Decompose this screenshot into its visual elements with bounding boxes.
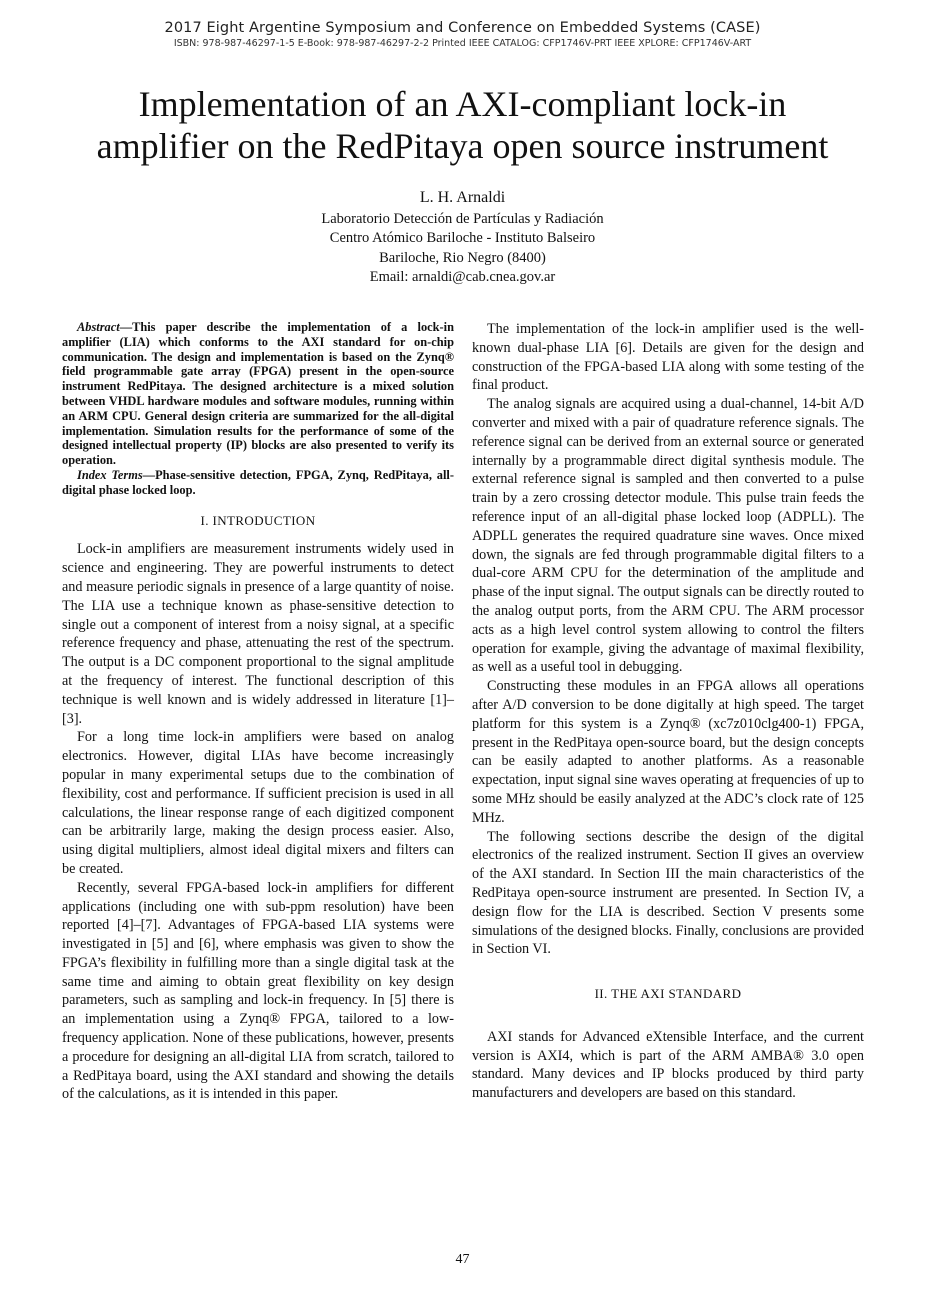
section-heading-introduction: I. INTRODUCTION — [200, 512, 316, 528]
author-address: Bariloche, Rio Negro (8400) — [379, 249, 546, 266]
abstract-text: —This paper describe the implementation of a lock-in amplifier (LIA) which conforms to the AXI standard for on-chip communication. The design and implementation is based on the Zynq® field programmable gate array (FPGA) present in the open-source instrument RedPitaya. The designed architecture is a mixed solution between VHDL hardware modules and software modules, running within an ARM CPU. General design criteria are summarized for the all-digital implementation. Simulation results for the performance of some of the designed intellectual property (IP) blocks are also presented to verify its operation. — [62, 320, 454, 468]
title-line-2: amplifier on the RedPitaya open source instrument — [96, 126, 829, 166]
section-heading-axi-standard: II. THE AXI STANDARD — [594, 986, 742, 1002]
axi-paragraph-1: AXI stands for Advanced eXtensible Interface, and the current version is AXI4, which is part of the ARM AMBA® 3.0 open standard. Many devices and IP blocks produced by third party manufacturers and developers are based on this standard. — [472, 1028, 864, 1102]
author-block — [0, 188, 925, 288]
right-paragraph-4: The following sections describe the design of the digital electronics of the realized instrument. Section II gives an overview of the AXI standard. In Section III the main characteristics of the RedPitaya open-source instrument are presented. In Section IV, a design flow for the LIA is described. Section V presents some simulations of the designed blocks. Finally, conclusions are provided in Section VI. — [472, 828, 864, 958]
page-number: 47 — [455, 1252, 470, 1267]
index-terms — [62, 468, 454, 498]
paper-title — [40, 83, 885, 167]
title-line-1: Implementation of an AXI-compliant lock-in — [138, 84, 787, 124]
right-paragraph-3: Constructing these modules in an FPGA allows all operations after A/D conversion to be done digitally at high speed. The target platform for this system is a Zynq® (xc7z010clg400-1) FPGA, present in the RedPitaya open-source board, but the design concepts can be easily adapted to another platforms. As a reasonable expectation, input signal sine waves operating at frequencies of up to some MHz should be easily analyzed at the ADC’s clock rate of 125 MHz. — [472, 678, 865, 826]
affiliation-institute: Centro Atómico Bariloche - Instituto Balseiro — [329, 230, 596, 246]
author-email: Email: arnaldi@cab.cnea.gov.ar — [369, 269, 556, 285]
isbn-line: ISBN: 978-987-46297-1-5 E-Book: 978-987-46297-2-2 Printed IEEE CATALOG: CFP1746V-PRT IEEE XPLORE: CFP1746V-ART — [173, 38, 752, 49]
intro-paragraph-3: Recently, several FPGA-based lock-in amplifiers for different applications (including one with sub-ppm resolution) have been reported [4]–[7]. Advantages of FPGA-based LIA systems were investigated in [5] and [6], where emphasis was given to show the FPGA’s flexibility in fulfilling more than a single digital task at the same time and aiming to obtain great flexibility on key design parameters, such as sampling and lock-in frequency. In [5] there is an implementation using a Zynq® FPGA, tailored to a low-frequency application. None of these publications, however, presents a procedure for designing an all-digital LIA from scratch, tailored to a RedPitaya board, using the AXI standard and showing the details of the calculations, as it is intended in this paper. — [62, 879, 454, 1103]
right-paragraph-2: The analog signals are acquired using a dual-channel, 14-bit A/D converter and mixed with a pair of quadrature reference signals. The reference signal can be derived from an external source or generated internally by a programmable direct digital synthesis module. The external reference signal is sampled and then converted to a pulse train by a zero crossing detector module. This pulse train feeds the reference input of an all-digital phase locked loop (ADPLL). The ADPLL generates the required quadrature sine waves. Once mixed down, the signals are fed through programmable digital filters to a dual-core ARM CPU for the determination of the amplitude and phase of the input signal. The output signals can be directly routed to the analog output ports, from the ARM CPU. The ARM processor acts as a high level control system allowing to control the filters operation for example, giving the advantage of maximal flexibility, as well as a useful tool in debugging. — [472, 396, 864, 676]
abstract-label: Abstract — [77, 320, 120, 334]
conference-title: 2017 Eight Argentine Symposium and Conference on Embedded Systems (CASE) — [164, 20, 761, 36]
intro-paragraph-2: For a long time lock-in amplifiers were based on analog electronics. However, digital LIAs have become increasingly popular in many experimental setups due to the combination of flexibility, cost and performance. If sufficient precision is used in all calculations, the linear response range of each digitized component can be arbitrarily large, making the design process easier. Also, using digital multipliers, almost ideal digital mixers and filters can be created. — [62, 729, 454, 877]
affiliation-lab: Laboratorio Detección de Partículas y Radiación — [321, 210, 604, 227]
right-column — [472, 320, 864, 1103]
intro-paragraph-1: Lock-in amplifiers are measurement instruments widely used in science and engineering. They are powerful instruments to detect and measure periodic signals in presence of a large quantity of noise. The LIA use a technique known as phase-sensitive detection to single out a component of interest from a noisy signal, at a specific reference frequency and phase, attenuating the rest of the spectrum. The output is a DC component proportional to the signal amplitude at the frequency of interest. The functional description of this technique is well known and is widely addressed in literature [1]–[3]. — [62, 541, 454, 727]
left-column — [62, 320, 454, 1104]
index-terms-label: Index Terms — [77, 467, 143, 482]
right-paragraph-1: The implementation of the lock-in amplifier used is the well-known dual-phase LIA [6]. Details are given for the design and construction of the FPGA-based LIA along with some testing of the final product. — [472, 321, 864, 394]
abstract — [62, 320, 454, 468]
index-terms-text: —Phase-sensitive detection, FPGA, Zynq, RedPitaya, all-digital phase locked loop. — [62, 467, 454, 497]
conference-header — [0, 20, 925, 50]
author-name: L. H. Arnaldi — [419, 189, 506, 206]
